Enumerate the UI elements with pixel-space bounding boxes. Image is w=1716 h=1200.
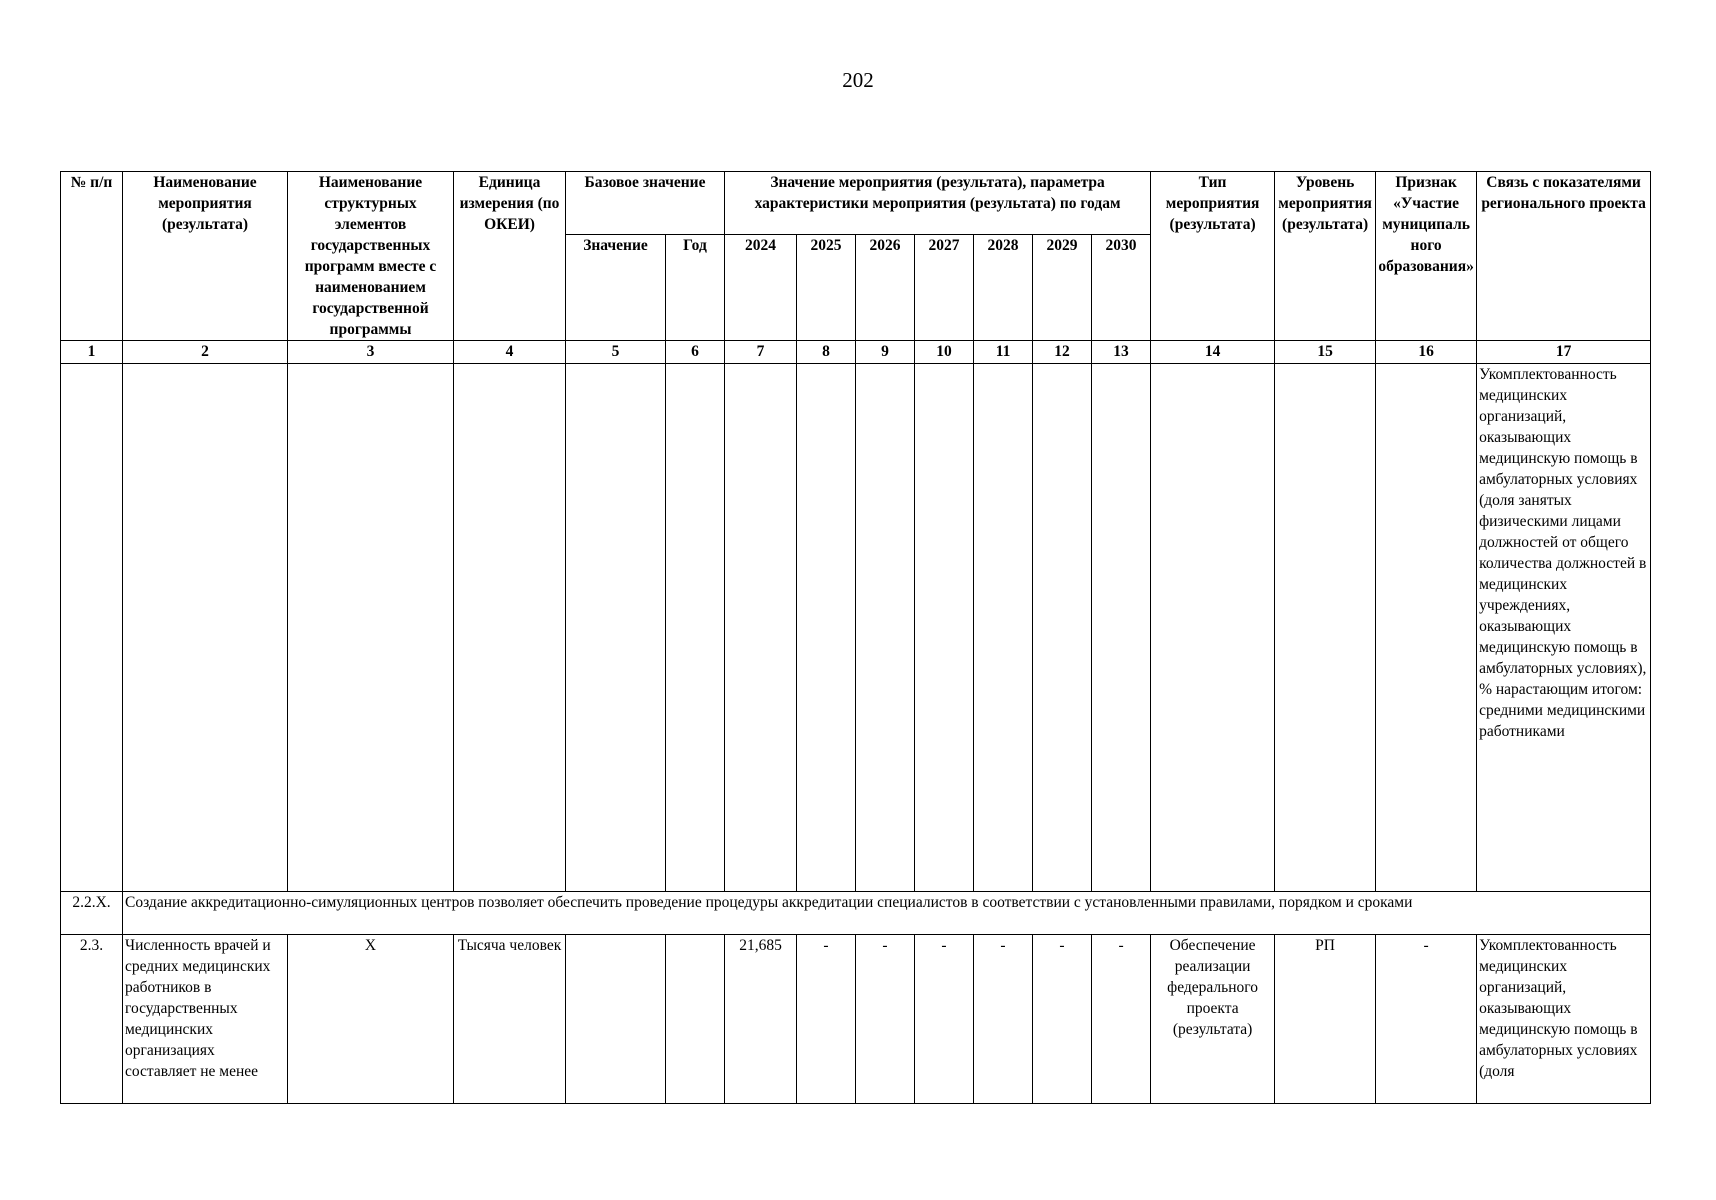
header-no: № п/п: [61, 172, 123, 341]
column-number: 10: [915, 341, 974, 364]
section-row: [61, 892, 1651, 935]
column-number: 11: [974, 341, 1033, 364]
header-year-2029: 2029: [1033, 235, 1092, 341]
row-number: 2.3.: [61, 935, 123, 1104]
value-2029: -: [1033, 935, 1092, 1104]
value-2027: -: [915, 935, 974, 1104]
value-2025: -: [797, 935, 856, 1104]
section-text: Создание аккредитационно-симуляционных центров позволяет обеспечить проведение процедуры аккредитации специалистов в соответствии с установленными правилами, порядком и сроками: [123, 892, 1651, 935]
municipal-flag: -: [1376, 935, 1477, 1104]
header-year-2027: 2027: [915, 235, 974, 341]
column-number: 8: [797, 341, 856, 364]
header-year-2024: 2024: [725, 235, 797, 341]
column-number: 6: [666, 341, 725, 364]
column-number: 14: [1151, 341, 1275, 364]
column-number: 9: [856, 341, 915, 364]
continuation-link-cell: Укомплектованность медицинских организаций, оказывающих медицинскую помощь в амбулаторных условиях (доля занятых физическими лицами должностей от общего количества должностей в медицинских учреждениях, оказывающих медицинскую помощь в амбулаторных условиях), % нарастающим итогом: средними медицинскими работниками: [1477, 364, 1651, 892]
header-values-by-years: Значение мероприятия (результата), параметра характеристики мероприятия (результата) по годам: [725, 172, 1151, 235]
header-row-1: [61, 172, 1651, 235]
header-base-year: Год: [666, 235, 725, 341]
header-year-2026: 2026: [856, 235, 915, 341]
column-number: 17: [1477, 341, 1651, 364]
value-2028: -: [974, 935, 1033, 1104]
header-base: Базовое значение: [566, 172, 725, 235]
header-structural: Наименование структурных элементов государственных программ вместе с наименованием государственной программы: [288, 172, 454, 341]
column-number: 7: [725, 341, 797, 364]
value-2026: -: [856, 935, 915, 1104]
header-year-2030: 2030: [1092, 235, 1151, 341]
table-row: [61, 935, 1651, 1104]
column-number: 12: [1033, 341, 1092, 364]
header-base-value: Значение: [566, 235, 666, 341]
base-value: [566, 935, 666, 1104]
structural-element: Х: [288, 935, 454, 1104]
column-number: 1: [61, 341, 123, 364]
header-year-2025: 2025: [797, 235, 856, 341]
column-number: 15: [1275, 341, 1376, 364]
value-2030: -: [1092, 935, 1151, 1104]
measure-name: Численность врачей и средних медицинских работников в государственных медицинских организациях составляет не менее: [123, 935, 288, 1104]
link-to-indicators: Укомплектованность медицинских организаций, оказывающих медицинскую помощь в амбулаторных условиях (доля: [1477, 935, 1651, 1104]
page-number: 202: [842, 68, 874, 92]
header-name: Наименование мероприятия (результата): [123, 172, 288, 341]
column-number: 2: [123, 341, 288, 364]
base-year: [666, 935, 725, 1104]
measure-level: РП: [1275, 935, 1376, 1104]
header-link: Связь с показателями регионального проекта: [1477, 172, 1651, 341]
column-number: 4: [454, 341, 566, 364]
unit: Тысяча человек: [454, 935, 566, 1104]
measures-table: [60, 171, 1651, 1104]
column-number: 5: [566, 341, 666, 364]
column-number: 16: [1376, 341, 1477, 364]
value-2024: 21,685: [725, 935, 797, 1104]
header-year-2028: 2028: [974, 235, 1033, 341]
measure-type: Обеспечение реализации федерального проекта (результата): [1151, 935, 1275, 1104]
column-number: 13: [1092, 341, 1151, 364]
header-level: Уровень мероприятия (результата): [1275, 172, 1376, 341]
column-number-row: [61, 341, 1651, 364]
header-municipal: Признак «Участие муниципального образования»: [1376, 172, 1477, 341]
column-number: 3: [288, 341, 454, 364]
continuation-row: [61, 364, 1651, 892]
header-unit: Единица измерения (по ОКЕИ): [454, 172, 566, 341]
header-type: Тип мероприятия (результата): [1151, 172, 1275, 341]
row-number: 2.2.Х.: [61, 892, 123, 935]
